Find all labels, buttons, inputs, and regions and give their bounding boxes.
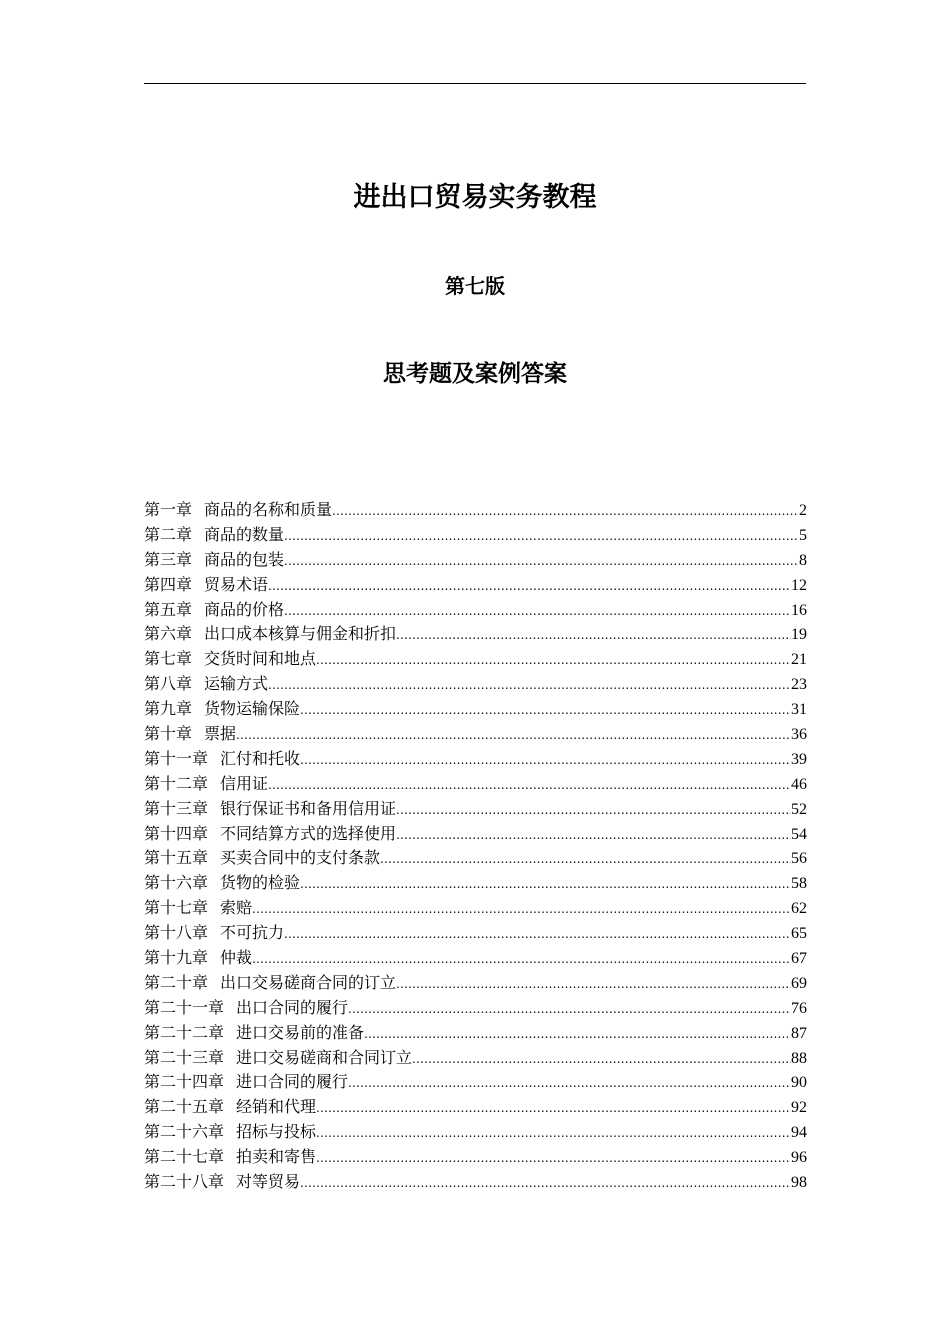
toc-dot-leader [316, 648, 791, 672]
toc-chapter-number: 第十一章 [144, 748, 209, 768]
toc-chapter-number: 第三章 [144, 549, 193, 569]
toc-chapter-number: 第十八章 [144, 923, 209, 943]
toc-dot-leader [300, 872, 791, 896]
toc-chapter-title: 不同结算方式的选择使用 [220, 823, 397, 843]
toc-dot-leader [364, 1022, 791, 1046]
toc-dot-leader [284, 922, 791, 946]
toc-dot-leader [396, 798, 791, 822]
toc-entry[interactable] [144, 971, 807, 996]
edition-label: 第七版 [445, 274, 505, 298]
toc-dot-leader [252, 897, 791, 921]
toc-entry[interactable] [144, 647, 807, 672]
toc-entry[interactable] [144, 946, 807, 971]
toc-chapter-title: 贸易术语 [204, 574, 269, 594]
toc-chapter-number: 第二十三章 [144, 1047, 225, 1067]
toc-chapter-number: 第二十五章 [144, 1097, 225, 1117]
toc-chapter-number: 第八章 [144, 674, 193, 694]
toc-page-number: 76 [791, 999, 807, 1017]
toc-chapter-title: 索赔 [220, 898, 253, 918]
toc-chapter-title: 对等贸易 [236, 1172, 301, 1192]
toc-chapter-title: 进口交易前的准备 [236, 1022, 365, 1042]
toc-page-number: 5 [799, 526, 807, 544]
toc-chapter-number: 第十九章 [144, 948, 209, 968]
toc-entry[interactable] [144, 1120, 807, 1145]
toc-chapter-number: 第二十七章 [144, 1147, 225, 1167]
toc-chapter-title: 仲裁 [220, 948, 253, 968]
toc-entry[interactable] [144, 1095, 807, 1120]
toc-chapter-title: 出口成本核算与佣金和折扣 [204, 624, 397, 644]
toc-page-number: 2 [799, 502, 807, 519]
toc-dot-leader [268, 673, 791, 697]
toc-entry[interactable] [144, 1170, 807, 1195]
toc-dot-leader [332, 499, 799, 523]
toc-chapter-number: 第十六章 [144, 873, 209, 893]
toc-chapter-title: 货物运输保险 [204, 699, 301, 719]
toc-page-number: 87 [791, 1024, 807, 1042]
toc-chapter-title: 信用证 [220, 773, 269, 793]
toc-chapter-title: 招标与投标 [236, 1122, 317, 1142]
toc-chapter-number: 第七章 [144, 649, 193, 669]
toc-dot-leader [284, 524, 799, 548]
toc-page-number: 88 [791, 1049, 807, 1067]
toc-chapter-number: 第六章 [144, 624, 193, 644]
toc-page-number: 92 [791, 1099, 807, 1117]
toc-chapter-title: 运输方式 [204, 674, 269, 694]
toc-chapter-title: 进口合同的履行 [236, 1072, 349, 1092]
toc-chapter-number: 第十五章 [144, 848, 209, 868]
toc-dot-leader [284, 549, 799, 573]
toc-page-number: 98 [791, 1174, 807, 1192]
toc-chapter-title: 商品的数量 [204, 524, 285, 544]
toc-entry[interactable] [144, 548, 807, 573]
toc-dot-leader [396, 823, 791, 847]
toc-chapter-number: 第一章 [144, 500, 193, 519]
toc-page-number: 56 [791, 850, 807, 868]
toc-page-number: 52 [791, 800, 807, 818]
header-rule [144, 83, 806, 84]
toc-chapter-number: 第十二章 [144, 773, 209, 793]
toc-page-number: 36 [791, 726, 807, 744]
toc-entry[interactable] [144, 697, 807, 722]
toc-entry[interactable] [144, 1070, 807, 1095]
toc-page-number: 8 [799, 551, 807, 569]
toc-dot-leader [412, 1047, 791, 1071]
toc-entry[interactable] [144, 498, 807, 523]
toc-chapter-number: 第二十六章 [144, 1122, 225, 1142]
toc-dot-leader [300, 698, 791, 722]
toc-dot-leader [348, 997, 791, 1021]
toc-chapter-title: 不可抗力 [220, 923, 285, 943]
toc-page-number: 21 [791, 651, 807, 669]
toc-chapter-number: 第二十一章 [144, 997, 225, 1017]
toc-chapter-title: 商品的名称和质量 [204, 500, 333, 519]
toc-entry[interactable] [144, 622, 807, 647]
toc-chapter-title: 进口交易磋商和合同订立 [236, 1047, 413, 1067]
toc-page-number: 31 [791, 701, 807, 719]
toc-chapter-number: 第二章 [144, 524, 193, 544]
toc-page-number: 69 [791, 974, 807, 992]
toc-chapter-title: 商品的价格 [204, 599, 285, 619]
toc-dot-leader [268, 773, 791, 797]
toc-dot-leader [300, 1171, 791, 1195]
toc-chapter-title: 票据 [204, 724, 237, 744]
toc-entry[interactable] [144, 523, 807, 548]
toc-entry[interactable] [144, 797, 807, 822]
toc-chapter-title: 银行保证书和备用信用证 [220, 798, 397, 818]
toc-page-number: 65 [791, 925, 807, 943]
document-subtitle: 思考题及案例答案 [383, 361, 567, 387]
toc-dot-leader [396, 623, 791, 647]
toc-page-number: 94 [791, 1124, 807, 1142]
toc-dot-leader [348, 1071, 791, 1095]
document-title: 进出口贸易实务教程 [353, 182, 597, 213]
toc-entry[interactable] [144, 772, 807, 797]
toc-entry[interactable] [144, 1046, 807, 1071]
toc-page-number: 54 [791, 825, 807, 843]
toc-entry[interactable] [144, 1021, 807, 1046]
toc-page-number: 90 [791, 1074, 807, 1092]
toc-dot-leader [300, 748, 791, 772]
toc-chapter-title: 商品的包装 [204, 549, 285, 569]
toc-dot-leader [252, 947, 791, 971]
toc-entry[interactable] [144, 747, 807, 772]
toc-page-number: 96 [791, 1149, 807, 1167]
toc-entry[interactable] [144, 921, 807, 946]
toc-chapter-number: 第十七章 [144, 898, 209, 918]
toc-chapter-number: 第九章 [144, 699, 193, 719]
toc-chapter-number: 第二十八章 [144, 1172, 225, 1192]
toc-chapter-number: 第二十二章 [144, 1022, 225, 1042]
toc-entry[interactable] [144, 1145, 807, 1170]
toc-chapter-title: 出口合同的履行 [236, 997, 349, 1017]
toc-chapter-number: 第二十四章 [144, 1072, 225, 1092]
toc-page-number: 19 [791, 626, 807, 644]
toc-page-number: 67 [791, 950, 807, 968]
toc-dot-leader [316, 1096, 791, 1120]
toc-chapter-title: 买卖合同中的支付条款 [220, 848, 381, 868]
toc-entry[interactable] [144, 846, 807, 871]
toc-chapter-title: 汇付和托收 [220, 748, 301, 768]
toc-chapter-title: 交货时间和地点 [204, 649, 317, 669]
toc-page-number: 62 [791, 900, 807, 918]
toc-chapter-title: 货物的检验 [220, 873, 301, 893]
toc-chapter-title: 经销和代理 [236, 1097, 317, 1117]
toc-entry[interactable] [144, 573, 807, 598]
toc-chapter-number: 第十三章 [144, 798, 209, 818]
toc-page-number: 23 [791, 676, 807, 694]
toc-dot-leader [396, 972, 791, 996]
toc-dot-leader [236, 723, 791, 747]
toc-chapter-number: 第五章 [144, 599, 193, 619]
toc-page-number: 46 [791, 775, 807, 793]
toc-entry[interactable] [144, 871, 807, 896]
toc-chapter-number: 第二十章 [144, 972, 209, 992]
toc-dot-leader [284, 599, 791, 623]
toc-dot-leader [316, 1121, 791, 1145]
toc-page-number: 39 [791, 750, 807, 768]
toc-chapter-title: 出口交易磋商合同的订立 [220, 972, 397, 992]
toc-chapter-title: 拍卖和寄售 [236, 1147, 317, 1167]
toc-dot-leader [380, 847, 791, 871]
toc-chapter-number: 第四章 [144, 574, 193, 594]
toc-page-number: 58 [791, 875, 807, 893]
toc-entry[interactable] [144, 598, 807, 623]
toc-chapter-number: 第十章 [144, 724, 193, 744]
toc-chapter-number: 第十四章 [144, 823, 209, 843]
toc-dot-leader [316, 1146, 791, 1170]
toc-entry[interactable] [144, 672, 807, 697]
toc-page-number: 12 [791, 576, 807, 594]
table-of-contents [144, 498, 807, 1195]
toc-entry[interactable] [144, 722, 807, 747]
toc-page-number: 16 [791, 601, 807, 619]
toc-entry[interactable] [144, 822, 807, 847]
toc-entry[interactable] [144, 896, 807, 921]
toc-dot-leader [268, 574, 791, 598]
toc-entry[interactable] [144, 996, 807, 1021]
